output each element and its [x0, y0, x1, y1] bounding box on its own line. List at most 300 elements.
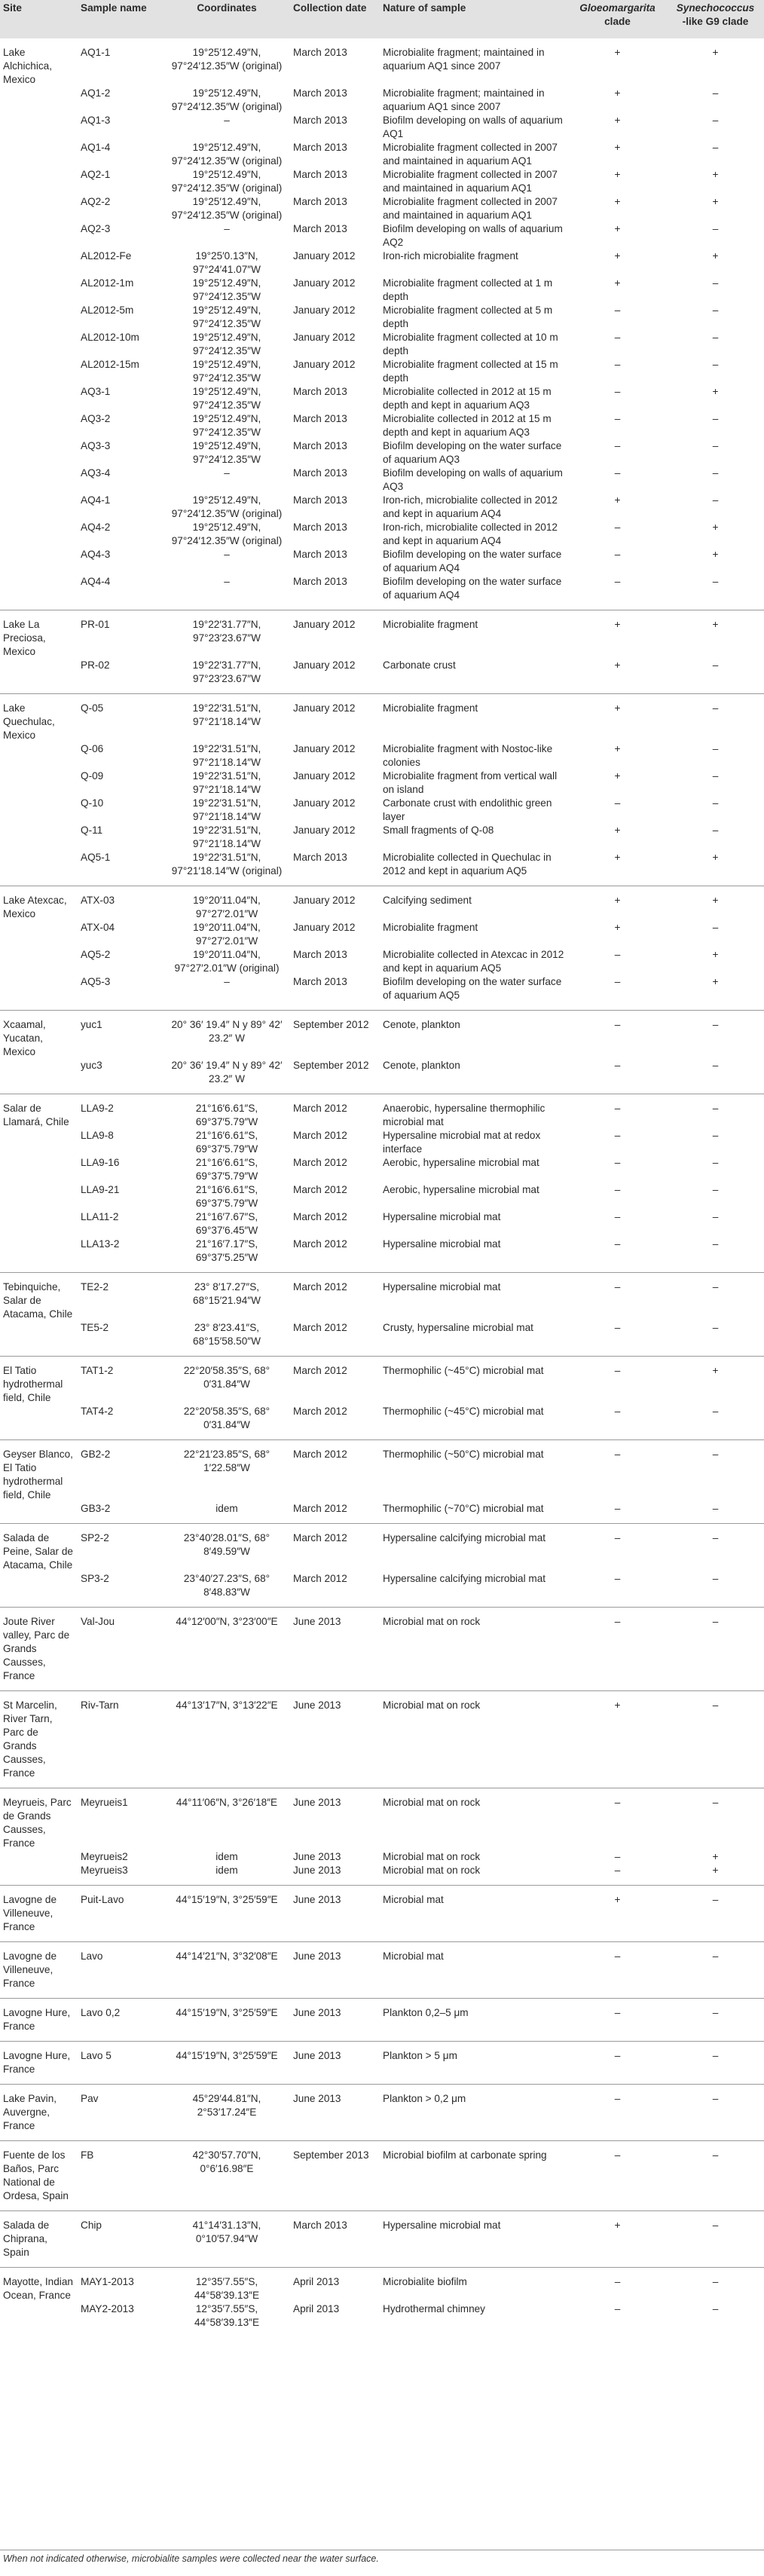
nature-cell: Biofilm developing on the water surface of aquarium AQ4: [383, 549, 562, 574]
gloeomargarita-mark-cell: +: [614, 250, 621, 262]
site-cell: Mayotte, Indian Ocean, France: [0, 2268, 78, 2303]
gloeomargarita-mark-cell: +: [614, 659, 621, 671]
gloeomargarita-mark-cell: +: [614, 196, 621, 207]
sample-name-cell: AL2012-5m: [81, 304, 134, 316]
synechococcus-mark-cell: –: [712, 1503, 719, 1514]
sample-name-cell: AQ4-4: [81, 576, 111, 587]
coordinates-cell: 19°22′31.77″N, 97°23′23.67″W: [163, 610, 290, 659]
table-row: [0, 769, 764, 797]
collection-date-cell: June 2013: [293, 1851, 341, 1862]
nature-cell: Hypersaline microbial mat: [383, 1238, 501, 1250]
sample-name-cell: ATX-04: [81, 922, 115, 933]
sample-name-cell: AQ3-1: [81, 386, 111, 397]
table-row: [0, 610, 764, 659]
collection-date-cell: January 2012: [290, 886, 380, 922]
synechococcus-mark-cell: +: [667, 1357, 764, 1406]
synechococcus-mark-cell: –: [712, 1406, 719, 1417]
site-cell: Geyser Blanco, El Tatio hydrothermal field, Chile: [0, 1440, 78, 1503]
sample-name-cell: PR-02: [81, 659, 110, 671]
nature-cell: Microbialite biofilm: [380, 2268, 568, 2303]
synechococcus-mark-cell: –: [712, 1211, 719, 1222]
coordinates-cell: 19°25′12.49″N, 97°24′12.35″W (original): [171, 196, 283, 221]
collection-date-cell: March 2013: [293, 522, 347, 533]
synechococcus-mark-cell: –: [712, 87, 719, 99]
table-row: [0, 168, 764, 195]
gloeomargarita-mark-cell: –: [614, 522, 621, 533]
gloeomargarita-mark-cell: +: [614, 169, 621, 180]
synechococcus-mark-cell: –: [667, 1094, 764, 1130]
gloeomargarita-mark-cell: –: [614, 467, 621, 479]
gloeomargarita-mark-cell: –: [568, 1440, 667, 1503]
site-cell: [0, 358, 78, 385]
gloeomargarita-mark-cell: –: [614, 576, 621, 587]
header-gloeomargarita-clade: [568, 0, 667, 38]
synechococcus-mark-cell: –: [667, 1608, 764, 1691]
coordinates-cell: 19°25′12.49″N, 97°24′12.35″W: [192, 332, 261, 356]
synechococcus-mark-cell: –: [712, 797, 719, 809]
table-row: [0, 1999, 764, 2042]
sample-name-cell: LLA9-2: [78, 1094, 163, 1130]
site-cell: St Marcelin, River Tarn, Parc de Grands Causses, France: [0, 1691, 78, 1788]
site-cell: [0, 742, 78, 769]
synechococcus-mark-cell: –: [712, 922, 719, 933]
table-row: [0, 1608, 764, 1691]
synechococcus-mark-cell: –: [712, 1573, 719, 1584]
gloeomargarita-mark-cell: +: [614, 494, 621, 506]
nature-cell: Thermophilic (~45°C) microbial mat: [380, 1357, 568, 1406]
synechococcus-mark-cell: +: [712, 169, 719, 180]
sample-name-cell: Q-10: [81, 797, 104, 809]
sample-name-cell: AL2012-Fe: [81, 250, 132, 262]
collection-date-cell: January 2012: [293, 304, 356, 316]
table-row: [0, 1942, 764, 1999]
nature-cell: Cenote, plankton: [383, 1060, 460, 1071]
gloeomargarita-mark-cell: –: [614, 1503, 621, 1514]
site-cell: Salada de Chiprana, Spain: [0, 2211, 78, 2268]
nature-cell: Hypersaline calcifying microbial mat: [383, 1573, 546, 1584]
sample-name-cell: AL2012-15m: [81, 359, 139, 370]
coordinates-cell: 22°20′58.35″S, 68° 0′31.84″W: [163, 1357, 290, 1406]
synechococcus-mark-cell: +: [712, 1865, 719, 1876]
site-cell: [0, 521, 78, 548]
nature-cell: Microbial mat on rock: [383, 1865, 481, 1876]
table-row: [0, 2211, 764, 2268]
gloeomargarita-mark-cell: –: [614, 1406, 621, 1417]
site-cell: [0, 1183, 78, 1210]
table-row: [0, 87, 764, 114]
collection-date-cell: March 2013: [293, 386, 347, 397]
coordinates-cell: idem: [215, 1865, 238, 1876]
site-cell: [0, 1059, 78, 1094]
synechococcus-mark-cell: –: [712, 1184, 719, 1195]
table-row: [0, 38, 764, 87]
sample-name-cell: TAT4-2: [81, 1406, 114, 1417]
nature-cell: Aerobic, hypersaline microbial mat: [383, 1157, 539, 1168]
synechococcus-mark-cell: +: [712, 949, 719, 960]
coordinates-cell: 44°15′19″N, 3°25′59″E: [163, 2042, 290, 2085]
collection-date-cell: March 2012: [290, 1440, 380, 1503]
coordinates-cell: 19°25′12.49″N, 97°24′12.35″W (original): [171, 169, 283, 194]
coordinates-cell: –: [224, 976, 230, 987]
gloeomargarita-mark-cell: –: [614, 1060, 621, 1071]
coordinates-cell: idem: [215, 1503, 238, 1514]
table-row: [0, 412, 764, 439]
sample-name-cell: PR-01: [78, 610, 163, 659]
coordinates-cell: 19°22′31.77″N, 97°23′23.67″W: [192, 659, 261, 684]
nature-cell: Microbialite fragment collected in 2007 and maintained in aquarium AQ1: [383, 142, 558, 167]
coordinates-cell: 19°25′12.49″N, 97°24′12.35″W: [192, 359, 261, 384]
nature-cell: Microbial mat: [380, 1942, 568, 1999]
nature-cell: Microbialite fragment collected at 1 m depth: [383, 277, 553, 302]
sample-name-cell: AL2012-1m: [81, 277, 134, 289]
site-cell: Meyrueis, Parc de Grands Causses, France: [0, 1788, 78, 1851]
site-cell: [0, 494, 78, 521]
sample-name-cell: GB3-2: [81, 1503, 111, 1514]
site-cell: Lavogne Hure, France: [0, 1999, 78, 2042]
gloeomargarita-mark-cell: –: [614, 949, 621, 960]
synechococcus-mark-cell: –: [712, 576, 719, 587]
synechococcus-mark-cell: +: [712, 386, 719, 397]
site-cell: Fuente de los Baños, Parc National de Ordesa, Spain: [0, 2141, 78, 2211]
gloeomargarita-mark-cell: +: [568, 610, 667, 659]
gloeomargarita-mark-cell: –: [568, 1357, 667, 1406]
nature-cell: Thermophilic (~50°C) microbial mat: [380, 1440, 568, 1503]
site-cell: [0, 412, 78, 439]
table-row: [0, 494, 764, 521]
synechococcus-mark-cell: +: [712, 250, 719, 262]
collection-date-cell: March 2012: [293, 1211, 347, 1222]
coordinates-cell: 41°14′31.13″N, 0°10′57.94″W: [163, 2211, 290, 2268]
synechococcus-mark-cell: –: [712, 413, 719, 424]
collection-date-cell: March 2013: [293, 115, 347, 126]
nature-cell: Carbonate crust: [383, 659, 456, 671]
table-row: [0, 304, 764, 331]
coordinates-cell: –: [224, 549, 230, 560]
synechococcus-mark-cell: –: [712, 115, 719, 126]
collection-date-cell: June 2013: [290, 2042, 380, 2085]
collection-date-cell: March 2013: [293, 87, 347, 99]
table-row: [0, 249, 764, 277]
header-sample-name: Sample name: [78, 0, 163, 38]
collection-date-cell: March 2013: [293, 169, 347, 180]
coordinates-cell: 19°25′12.49″N, 97°24′12.35″W: [192, 413, 261, 438]
nature-cell: Plankton > 0,2 μm: [380, 2085, 568, 2141]
collection-date-cell: March 2013: [293, 852, 347, 863]
collection-date-cell: March 2012: [290, 1524, 380, 1573]
nature-cell: Microbialite collected in 2012 at 15 m depth and kept in aquarium AQ3: [383, 413, 552, 438]
site-cell: Lavogne de Villeneuve, France: [0, 1942, 78, 1999]
sample-name-cell: Lavo 0,2: [78, 1999, 163, 2042]
sample-name-cell: AQ1-4: [81, 142, 111, 153]
gloeomargarita-mark-cell: +: [568, 886, 667, 922]
coordinates-cell: 21°16′6.61″S, 69°37′5.79″W: [163, 1094, 290, 1130]
coordinates-cell: 20° 36′ 19.4″ N y 89° 42′ 23.2″ W: [171, 1060, 283, 1085]
gloeomargarita-mark-cell: –: [568, 1524, 667, 1573]
gloeomargarita-mark-cell: +: [614, 223, 621, 234]
sample-name-cell: SP2-2: [78, 1524, 163, 1573]
synechococcus-mark-cell: –: [712, 277, 719, 289]
table-row: [0, 575, 764, 610]
gloeomargarita-mark-cell: +: [614, 47, 621, 58]
synechococcus-mark-cell: –: [712, 142, 719, 153]
sample-name-cell: AQ2-2: [81, 196, 111, 207]
gloeomargarita-mark-cell: +: [614, 277, 621, 289]
sample-name-cell: AQ5-1: [81, 852, 111, 863]
gloeomargarita-mark-cell: –: [614, 1238, 621, 1250]
coordinates-cell: 19°22′31.51″N, 97°21′18.14″W (original): [171, 852, 283, 877]
header-syn-rest: -like G9 clade: [682, 16, 749, 27]
site-cell: [0, 1321, 78, 1357]
synechococcus-mark-cell: +: [712, 1851, 719, 1862]
nature-cell: Microbialite fragment; maintained in aquarium AQ1 since 2007: [383, 87, 545, 112]
sample-name-cell: TAT1-2: [78, 1357, 163, 1406]
table-row: [0, 2302, 764, 2337]
nature-cell: Microbialite fragment; maintained in aquarium AQ1 since 2007: [383, 47, 545, 72]
site-cell: [0, 548, 78, 575]
collection-date-cell: June 2013: [290, 1691, 380, 1788]
collection-date-cell: March 2012: [290, 1273, 380, 1322]
gloeomargarita-mark-cell: –: [614, 549, 621, 560]
gloeomargarita-mark-cell: –: [614, 2303, 621, 2314]
synechococcus-mark-cell: –: [667, 2141, 764, 2211]
sample-name-cell: AQ1-2: [81, 87, 111, 99]
table-row: [0, 1059, 764, 1094]
table-row: [0, 521, 764, 548]
nature-cell: Microbialite fragment collected at 10 m depth: [383, 332, 558, 356]
site-cell: [0, 797, 78, 824]
collection-date-cell: June 2013: [290, 1886, 380, 1942]
coordinates-cell: 44°15′19″N, 3°25′59″E: [163, 1886, 290, 1942]
coordinates-cell: 23°40′28.01″S, 68° 8′49.59″W: [163, 1524, 290, 1573]
site-cell: Tebinquiche, Salar de Atacama, Chile: [0, 1273, 78, 1322]
synechococcus-mark-cell: +: [712, 196, 719, 207]
table-row: [0, 1502, 764, 1524]
gloeomargarita-mark-cell: –: [614, 976, 621, 987]
coordinates-cell: 19°25′12.49″N, 97°24′12.35″W: [192, 304, 261, 329]
gloeomargarita-mark-cell: +: [568, 1886, 667, 1942]
collection-date-cell: March 2012: [290, 1357, 380, 1406]
gloeomargarita-mark-cell: –: [614, 440, 621, 451]
gloeomargarita-mark-cell: +: [614, 922, 621, 933]
site-cell: [0, 467, 78, 494]
nature-cell: Microbialite fragment: [380, 694, 568, 743]
sample-name-cell: AQ3-4: [81, 467, 111, 479]
table-row: [0, 921, 764, 948]
coordinates-cell: 19°20′11.04″N, 97°27′2.01″W (original): [174, 949, 280, 974]
synechococcus-mark-cell: –: [712, 743, 719, 754]
table-row: [0, 548, 764, 575]
coordinates-cell: 23° 8′17.27″S, 68°15′21.94″W: [163, 1273, 290, 1322]
site-cell: Lake Atexcac, Mexico: [0, 886, 78, 922]
nature-cell: Thermophilic (~70°C) microbial mat: [383, 1503, 544, 1514]
collection-date-cell: January 2012: [293, 770, 356, 782]
gloeomargarita-mark-cell: –: [614, 1851, 621, 1862]
coordinates-cell: 19°25′12.49″N, 97°24′12.35″W (original): [171, 142, 283, 167]
synechococcus-mark-cell: –: [667, 1524, 764, 1573]
coordinates-cell: 19°22′31.51″N, 97°21′18.14″W: [163, 694, 290, 743]
synechococcus-mark-cell: –: [712, 825, 719, 836]
sample-name-cell: AQ4-2: [81, 522, 111, 533]
collection-date-cell: March 2013: [293, 196, 347, 207]
header-collection-date: Collection date: [290, 0, 380, 38]
table-row: [0, 742, 764, 769]
site-cell: [0, 1129, 78, 1156]
table-row: [0, 975, 764, 1011]
table-row: [0, 1129, 764, 1156]
sample-name-cell: AQ3-2: [81, 413, 111, 424]
site-cell: Joute River valley, Parc de Grands Causses, France: [0, 1608, 78, 1691]
site-cell: Lake Pavin, Auvergne, France: [0, 2085, 78, 2141]
coordinates-cell: 19°25′12.49″N, 97°24′12.35″W: [192, 440, 261, 465]
collection-date-cell: March 2013: [293, 949, 347, 960]
nature-cell: Small fragments of Q-08: [383, 825, 494, 836]
coordinates-cell: 19°22′31.51″N, 97°21′18.14″W: [192, 797, 261, 822]
site-cell: Salar de Llamará, Chile: [0, 1094, 78, 1130]
coordinates-cell: –: [224, 576, 230, 587]
table-row: [0, 1273, 764, 1322]
nature-cell: Biofilm developing on the water surface of aquarium AQ4: [383, 576, 562, 601]
collection-date-cell: March 2013: [293, 467, 347, 479]
coordinates-cell: 21°16′6.61″S, 69°37′5.79″W: [195, 1157, 258, 1182]
collection-date-cell: March 2012: [293, 1238, 347, 1250]
table-row: [0, 467, 764, 494]
nature-cell: Hypersaline calcifying microbial mat: [380, 1524, 568, 1573]
table-row: [0, 1524, 764, 1573]
site-cell: [0, 87, 78, 114]
table-row: [0, 1886, 764, 1942]
nature-cell: Hypersaline microbial mat: [380, 1273, 568, 1322]
site-cell: [0, 1405, 78, 1440]
coordinates-cell: 44°13′17″N, 3°13′22″E: [163, 1691, 290, 1788]
nature-cell: Biofilm developing on the water surface of aquarium AQ5: [383, 976, 562, 1001]
gloeomargarita-mark-cell: –: [568, 1273, 667, 1322]
table-row: [0, 2141, 764, 2211]
table-row: [0, 1183, 764, 1210]
collection-date-cell: March 2013: [290, 2211, 380, 2268]
synechococcus-mark-cell: +: [712, 47, 719, 58]
collection-date-cell: January 2012: [293, 277, 356, 289]
nature-cell: Microbialite collected in Quechulac in 2012 and kept in aquarium AQ5: [383, 852, 552, 877]
collection-date-cell: January 2012: [293, 250, 356, 262]
sample-name-cell: AQ4-3: [81, 549, 111, 560]
collection-date-cell: March 2012: [293, 1157, 347, 1168]
synechococcus-mark-cell: –: [667, 1273, 764, 1322]
table-row: [0, 222, 764, 249]
sample-name-cell: Q-05: [78, 694, 163, 743]
synechococcus-mark-cell: –: [712, 1157, 719, 1168]
gloeomargarita-mark-cell: –: [568, 1011, 667, 1060]
table-row: [0, 694, 764, 743]
header-site: Site: [0, 0, 78, 38]
table-row: [0, 1572, 764, 1608]
sample-name-cell: Meyrueis1: [78, 1788, 163, 1851]
site-cell: [0, 769, 78, 797]
coordinates-cell: 44°15′19″N, 3°25′59″E: [163, 1999, 290, 2042]
nature-cell: Hydrothermal chimney: [383, 2303, 485, 2314]
coordinates-cell: 21°16′6.61″S, 69°37′5.79″W: [195, 1184, 258, 1209]
table-row: [0, 659, 764, 694]
synechococcus-mark-cell: +: [712, 522, 719, 533]
site-cell: [0, 277, 78, 304]
site-cell: [0, 385, 78, 412]
sample-name-cell: GB2-2: [78, 1440, 163, 1503]
coordinates-cell: 23° 8′23.41″S, 68°15′58.50″W: [193, 1322, 261, 1347]
coordinates-cell: 44°11′06″N, 3°26′18″E: [163, 1788, 290, 1851]
nature-cell: Microbial mat on rock: [380, 1608, 568, 1691]
nature-cell: Microbialite fragment collected in 2007 and maintained in aquarium AQ1: [383, 169, 558, 194]
sample-name-cell: Lavo 5: [78, 2042, 163, 2085]
coordinates-cell: 21°16′6.61″S, 69°37′5.79″W: [195, 1130, 258, 1155]
synechococcus-mark-cell: –: [667, 1886, 764, 1942]
table-row: [0, 2268, 764, 2303]
nature-cell: Calcifying sediment: [380, 886, 568, 922]
collection-date-cell: January 2012: [293, 797, 356, 809]
synechococcus-mark-cell: –: [667, 2042, 764, 2085]
synechococcus-mark-cell: –: [667, 1691, 764, 1788]
table-row: [0, 439, 764, 467]
coordinates-cell: 20° 36′ 19.4″ N y 89° 42′ 23.2″ W: [163, 1011, 290, 1060]
table-row: [0, 1440, 764, 1503]
collection-date-cell: June 2013: [290, 1942, 380, 1999]
collection-date-cell: April 2013: [290, 2268, 380, 2303]
sample-name-cell: Pav: [78, 2085, 163, 2141]
sample-name-cell: yuc3: [81, 1060, 102, 1071]
table-row: [0, 1357, 764, 1406]
coordinates-cell: 22°20′58.35″S, 68° 0′31.84″W: [183, 1406, 270, 1430]
nature-cell: Hypersaline microbial mat: [380, 2211, 568, 2268]
gloeomargarita-mark-cell: +: [568, 694, 667, 743]
synechococcus-mark-cell: –: [667, 1440, 764, 1503]
site-cell: [0, 222, 78, 249]
table-row: [0, 948, 764, 975]
sample-name-cell: LLA9-8: [81, 1130, 114, 1141]
table-row: [0, 1850, 764, 1864]
site-cell: Xcaamal, Yucatan, Mexico: [0, 1011, 78, 1060]
nature-cell: Anaerobic, hypersaline thermophilic microbial mat: [380, 1094, 568, 1130]
table-row: [0, 277, 764, 304]
collection-date-cell: January 2012: [293, 659, 356, 671]
gloeomargarita-mark-cell: –: [614, 1157, 621, 1168]
table-row: [0, 2042, 764, 2085]
collection-date-cell: June 2013: [290, 1788, 380, 1851]
nature-cell: Microbialite fragment collected at 15 m depth: [383, 359, 558, 384]
sample-name-cell: Chip: [78, 2211, 163, 2268]
collection-date-cell: June 2013: [293, 1865, 341, 1876]
nature-cell: Microbial biofilm at carbonate spring: [380, 2141, 568, 2211]
gloeomargarita-mark-cell: –: [568, 1094, 667, 1130]
header-row: [0, 0, 764, 38]
coordinates-cell: –: [224, 467, 230, 479]
header-coordinates: Coordinates: [163, 0, 290, 38]
synechococcus-mark-cell: +: [712, 549, 719, 560]
sample-name-cell: Q-09: [81, 770, 104, 782]
synechococcus-mark-cell: –: [712, 359, 719, 370]
sample-name-cell: AQ5-2: [81, 949, 111, 960]
synechococcus-mark-cell: –: [712, 1130, 719, 1141]
sample-name-cell: Meyrueis2: [81, 1851, 128, 1862]
collection-date-cell: March 2012: [293, 1184, 347, 1195]
site-cell: [0, 1210, 78, 1238]
table-row: [0, 1210, 764, 1238]
nature-cell: Microbialite fragment collected in 2007 and maintained in aquarium AQ1: [383, 196, 558, 221]
site-cell: Lavogne Hure, France: [0, 2042, 78, 2085]
collection-date-cell: March 2013: [293, 549, 347, 560]
nature-cell: Hypersaline microbial mat: [383, 1211, 501, 1222]
collection-date-cell: March 2012: [293, 1130, 347, 1141]
sample-name-cell: AQ2-1: [81, 169, 111, 180]
sample-name-cell: LLA13-2: [81, 1238, 120, 1250]
sample-name-cell: Lavo: [78, 1942, 163, 1999]
